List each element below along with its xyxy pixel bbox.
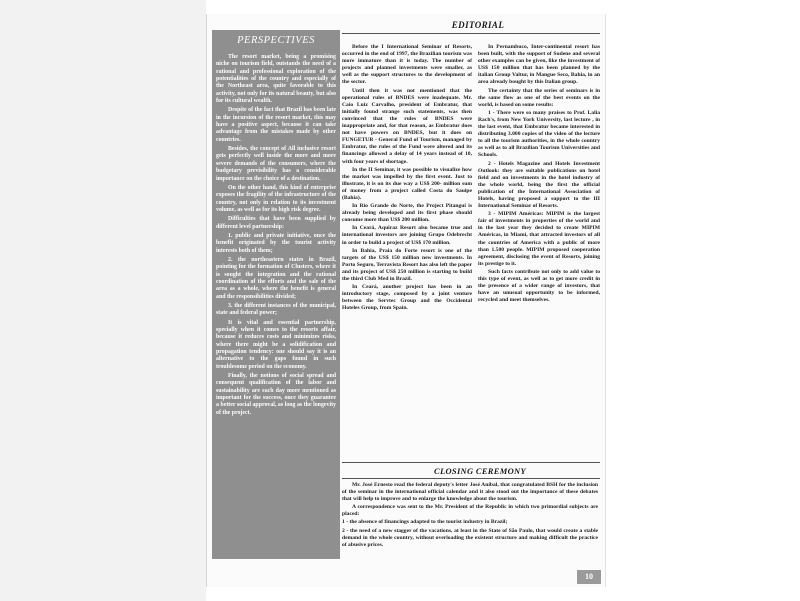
- editorial-paragraph: 1 - There were so many praises to Prof. Lalia Rach's, from New York University, last lecture , in the last event, that Embratur became interested in distributing 3.000 copies of the video of the lecture to all the tourism authorities, in the whole country as well as to all Brazilian Tourism Universities and Schools.: [478, 109, 600, 159]
- editorial-paragraph: 3 - MIPIM Américas: MIPIM is the largest fair of investments in properties of the world and in the last year they decided to create MIPIM Américas, in Miami, that attracted investors of all the countries of America with a public of more than 1.500 people. MIPIM proposed cooperation agreement, disclosing the event of Resorts, joining its prestige to it.: [478, 211, 600, 267]
- editorial-column-right: [478, 44, 600, 454]
- editorial-paragraph: The certainty that the series of seminars is in the same flow as one of the best events on the world, is based on some results:: [478, 87, 600, 108]
- sidebar-paragraph: 3. the different instances of the municipal, state and federal power;: [216, 303, 336, 317]
- sidebar-paragraph: Besides, the concept of All inclusive resort gets perfectly well inside the more and more severe demands of the consumers, where the budgetary previsibility has a considerable importance on the choice of a destination.: [216, 146, 336, 182]
- sidebar-paragraph: 1. public and private initiative, once the benefit originated by the tourist activity interests both of them;: [216, 232, 336, 254]
- editorial-paragraph: Before the I International Seminar of Resorts, occurred in the end of 1997, the Brazilian tourism was more immature than it is today. The number of projects and planned investments were smaller, as well as the support structures to the development of the sector.: [342, 44, 472, 86]
- sidebar-paragraph: Finally, the notions of social spread and consequent qualification of the labor and sustainability are each day more mentioned as important for the success, once they guarantee a better social approval, as long as the longevity of the project.: [216, 373, 336, 416]
- sidebar-paragraph: It is vital and essential partnership, specially when it comes to the resorts affair, because it reduces costs and minimizes risks, where there might be a solidification and propagation tendency: one should say it is an alternative to the gaps found in such troublesome period on the economy.: [216, 319, 336, 370]
- editorial-paragraph: In Rio Grande do Norte, the Project Pitangui is already being developed and its first phase should consume more than US$ 200 million.: [342, 203, 472, 224]
- editorial-paragraph: Until then it was not mentioned that the operational rules of BNDES were inadequate. Mr. Caio Luiz Carvalho, president of Embratur, that initially found strange such statements, was then convinced that the rules of BNDES were inappropriate and, for that reason, as Embratur does not have powers on BNDES, but it does on FUNGETUR - General Fund of Tourism, managed by Embratur, the rules of the Fund were altered and its financings allowed a delay of 14 years instead of 10, with four years of shortage.: [342, 87, 472, 165]
- closing-ceremony-title: CLOSING CEREMONY: [434, 466, 526, 476]
- editorial-paragraph: In Pernambuco, Inter-continental resort has been built, with the support of Sudene and several other examples can be given, like the investment of US$ 150 million that has been planned by the italian Group Valtur, in Mangue Seco, Bahia, in an area already bought by this Italian group.: [478, 44, 600, 86]
- closing-paragraph: Mr. José Ernesto read the federal deputy's letter José Aníbal, that congratulated BSH for the inclusion of the seminar in the international official calendar and it also stood out the importance of these debates that will help to improve and to enlarge the knowledge about the tourism.: [342, 482, 598, 503]
- editorial-paragraph: In the II Seminar, it was possible to visualize how the market was impelled by the first event. Just to illustrate, it is on its due way a US$ 200- million sum of money from a project called Costa do Sauipe (Bahia).: [342, 166, 472, 201]
- editorial-paragraph: In Ceará, Aquiraz Resort also became true and international investors are joining Grupo Odebrecht in order to build a project of US$ 170 million.: [342, 225, 472, 246]
- sidebar-paragraph: Despite of the fact that Brazil has been late in the incursion of the resort market, this may have a positive aspect, because it can take advantage from the mistakes made by other countries.: [216, 107, 336, 143]
- closing-paragraph: A correspondence was sent to the Mr. President of the Republic in which two primordial subjects are placed:: [342, 504, 598, 518]
- closing-rule-bottom: [342, 478, 600, 479]
- closing-list-item: 1 - the absence of financings adapted to the tourist industry in Brazil;: [342, 519, 508, 526]
- perspectives-sidebar: [212, 30, 340, 559]
- left-background: [0, 0, 206, 601]
- editorial-column-left: [342, 44, 472, 454]
- editorial-paragraph: 2 - Hotels Magazine and Hotels Investment Outlook: they are suitable publications on hotel field and on investments in the hotel industry of the whole world, being the first the official publication of the International Association of Hotels, having proposed a support to the III International Seminar of Resorts.: [478, 160, 600, 210]
- editorial-paragraph: In Ceará, another project has been in an introductory stage, composed by a joint venture between the Servtec Group and the Occidental Hoteles Group, from Spain.: [342, 284, 472, 312]
- closing-list-item: 2 - the need of a new stagger of the vacations, at least in the State of São Paulo, that would create a stable demand in the whole country, without overloading the existent structure and making difficult the practice of abusive prices.: [342, 527, 598, 548]
- sidebar-paragraph: The resort market, being a promising niche on tourism field, outstands the need of a rational and professional exploration of the potentialities of the country and especially of the Northeast area, quite favorable to this activity, not only for its natural beauty, but also for its cultural wealth.: [216, 54, 336, 105]
- sidebar-paragraph: 2. the northeastern states in Brazil, pointing for the formation of Clusters, where it is sought the integration and the rational coordination of the efforts and the sale of the area as a whole, where the benefit is general and the responsibilities divided;: [216, 256, 336, 300]
- sidebar-paragraph: On the other hand, this kind of enterprise exposes the fragility of the infrastructure of the country, not only in relation to its investment volume, as well as for its high risk degree.: [216, 184, 336, 213]
- editorial-title: EDITORIAL: [451, 20, 505, 30]
- sidebar-title: PERSPECTIVES: [237, 35, 315, 46]
- sidebar-paragraph: Difficulties that have been supplied by different level partnership:: [216, 216, 336, 230]
- editorial-paragraph: Such facts contribute not only to add value to this type of event, as well as to get more credit in the presence of a wider range of investors, that have an unusual opportunity to be informed, recycled and meet themselves.: [478, 268, 600, 304]
- editorial-paragraph: In Bahia, Praia do Forte resort is one of the targets of the US$ 150 million new investments. In Porto Seguro, Terravista Resort has also left the paper and its project of US$ 250 million is starting to build the third Club Med in Brazil.: [342, 247, 472, 282]
- closing-ceremony-text: [342, 482, 598, 564]
- closing-rule-top: [342, 462, 600, 463]
- editorial-rule: [342, 33, 600, 34]
- page-number: 10: [577, 570, 601, 584]
